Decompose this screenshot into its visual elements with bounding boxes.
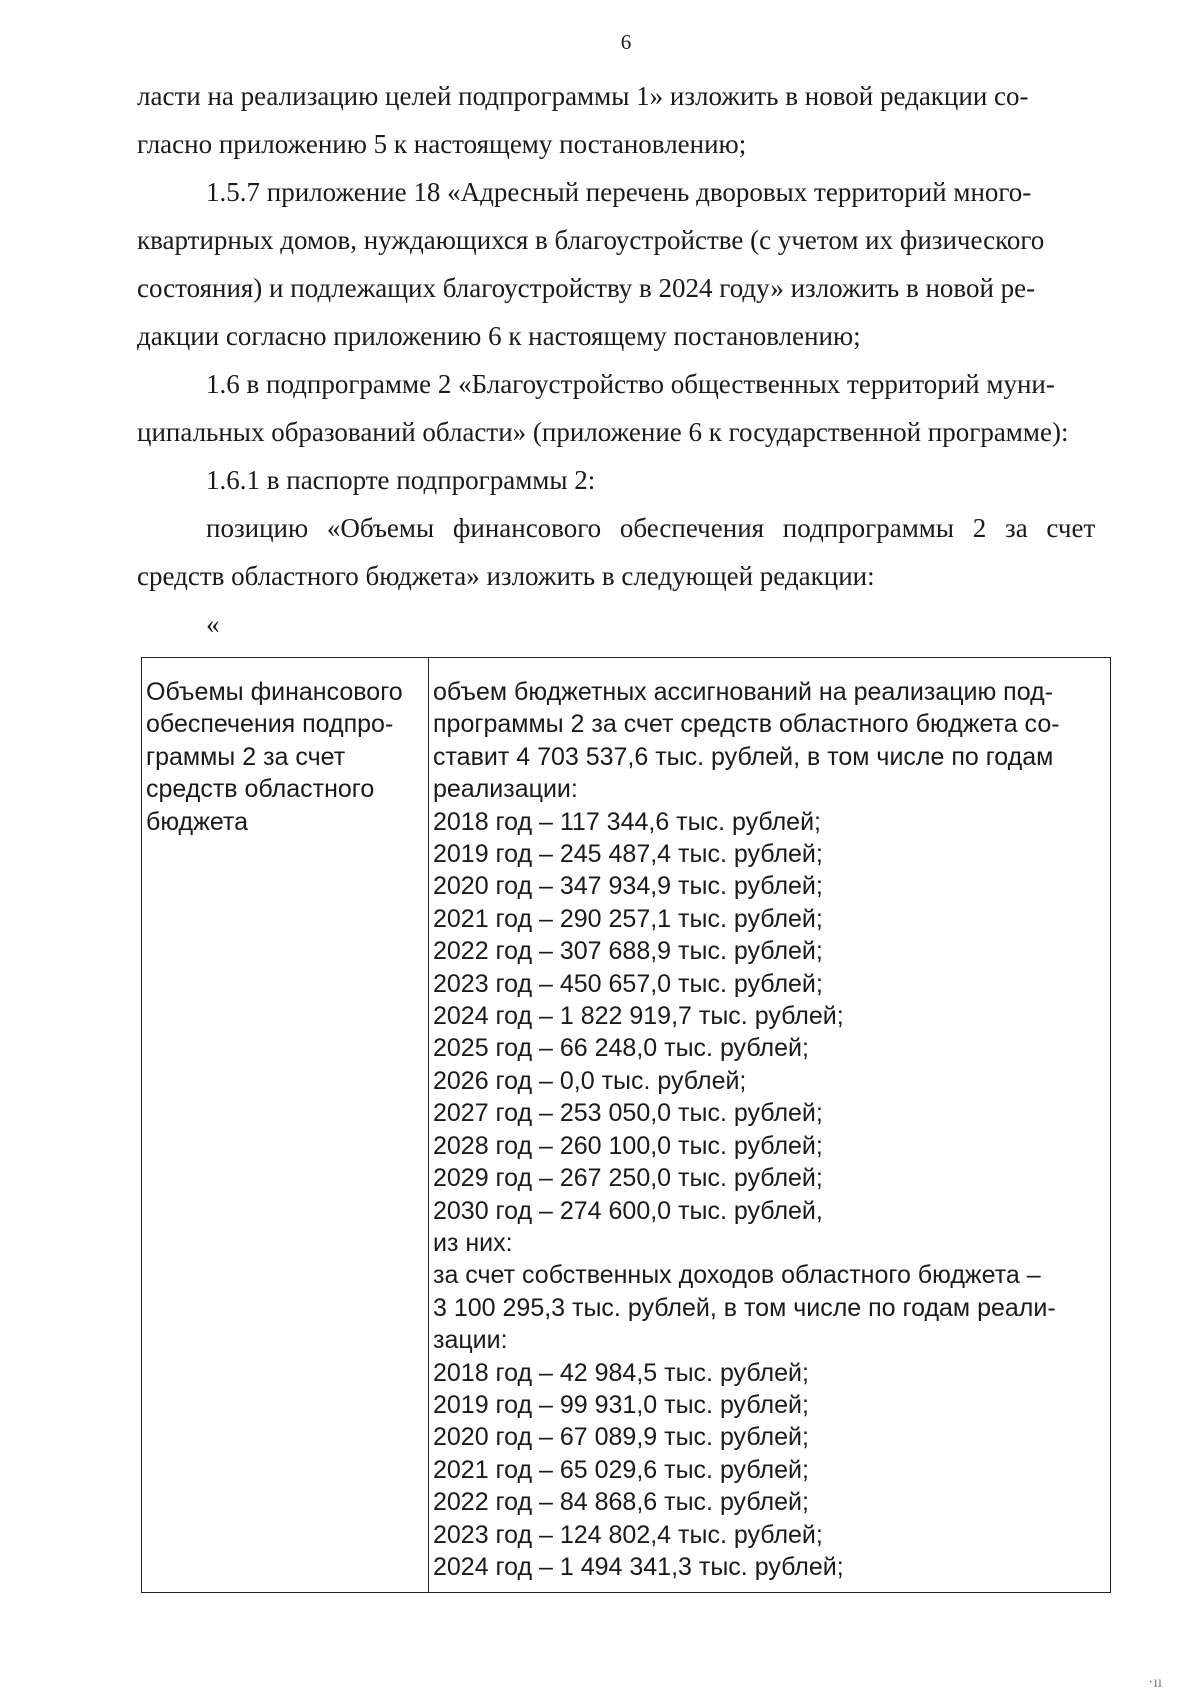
- cell-line: бюджета: [146, 807, 248, 836]
- cell-line: 2019 год – 245 487,4 тыс. рублей;: [433, 840, 823, 869]
- passport-table: [141, 657, 1111, 1593]
- cell-line: 2025 год – 66 248,0 тыс. рублей;: [433, 1034, 809, 1063]
- text-line: 1.6.1 в паспорте подпрограммы 2:: [206, 465, 596, 495]
- opening-quote: «: [206, 609, 220, 639]
- paragraph-4: [137, 456, 1125, 504]
- cell-line: ставит 4 703 537,6 тыс. рублей, в том числе по годам: [433, 742, 1054, 771]
- cell-line: 2023 год – 450 657,0 тыс. рублей;: [433, 969, 823, 998]
- table-cell-value: [429, 658, 1110, 1592]
- text-line: позицию «Объемы финансового обеспечения подпрограммы 2 за счет: [206, 513, 1096, 543]
- table-cell-header: [142, 658, 429, 1592]
- cell-line: обеспечения подпро-: [146, 710, 394, 739]
- text-line: ласти на реализацию целей подпрограммы 1» изложить в новой редакции со-: [137, 81, 1029, 111]
- cell-line: 2026 год – 0,0 тыс. рублей;: [433, 1066, 747, 1095]
- text-line: ципальных образований области» (приложение 6 к государственной программе):: [137, 417, 1069, 447]
- paragraph-1: [137, 72, 1125, 168]
- cell-line: 2022 год – 307 688,9 тыс. рублей;: [433, 937, 823, 966]
- cell-line: 2019 год – 99 931,0 тыс. рублей;: [433, 1390, 809, 1419]
- text-line: состояния) и подлежащих благоустройству в 2024 году» изложить в новой ре-: [137, 273, 1036, 303]
- paragraph-2: [137, 168, 1125, 216]
- cell-line: 2027 год – 253 050,0 тыс. рублей;: [433, 1099, 823, 1128]
- cell-line: 2029 год – 267 250,0 тыс. рублей;: [433, 1164, 823, 1193]
- cell-line: за счет собственных доходов областного бюджета –: [433, 1261, 1041, 1290]
- paragraph-3-cont: [137, 408, 1125, 456]
- cell-line: 2024 год – 1 822 919,7 тыс. рублей;: [433, 1002, 844, 1031]
- text-line: 1.6 в подпрограмме 2 «Благоустройство общественных территорий муни-: [206, 369, 1055, 399]
- cell-line: 2024 год – 1 494 341,3 тыс. рублей;: [433, 1552, 844, 1581]
- body-text: [137, 72, 1125, 648]
- cell-line: средств областного: [146, 775, 375, 804]
- cell-line: 2021 год – 65 029,6 тыс. рублей;: [433, 1455, 809, 1484]
- paragraph-3: [137, 360, 1125, 408]
- text-line: квартирных домов, нуждающихся в благоустройстве (с учетом их физического: [137, 225, 1045, 255]
- text-line: дакции согласно приложению 6 к настоящему постановлению;: [137, 321, 861, 351]
- text-line: 1.5.7 приложение 18 «Адресный перечень дворовых территорий много-: [206, 177, 1032, 207]
- cell-line: 2020 год – 347 934,9 тыс. рублей;: [433, 872, 823, 901]
- cell-line: программы 2 за счет средств областного бюджета со-: [433, 710, 1060, 739]
- page-number: 6: [620, 30, 632, 54]
- cell-line: 3 100 295,3 тыс. рублей, в том числе по годам реали-: [433, 1293, 1056, 1322]
- paragraph-5: [137, 504, 1125, 552]
- cell-line: 2028 год – 260 100,0 тыс. рублей;: [433, 1131, 823, 1160]
- cell-line: Объемы финансового: [146, 678, 403, 706]
- paragraph-2-cont: [137, 216, 1125, 360]
- cell-line: зации:: [433, 1326, 508, 1355]
- cell-line: граммы 2 за счет: [146, 742, 346, 771]
- text-line: средств областного бюджета» изложить в следующей редакции:: [137, 561, 875, 591]
- cell-line: 2023 год – 124 802,4 тыс. рублей;: [433, 1520, 823, 1549]
- cell-line: реализации:: [433, 775, 578, 804]
- cell-line: 2022 год – 84 868,6 тыс. рублей;: [433, 1488, 809, 1517]
- cell-line: из них:: [433, 1228, 513, 1257]
- cell-line: объем бюджетных ассигнований на реализацию под-: [433, 678, 1053, 706]
- paragraph-5-cont: [137, 552, 1125, 600]
- text-line: гласно приложению 5 к настоящему постановлению;: [137, 129, 747, 159]
- cell-line: 2030 год – 274 600,0 тыс. рублей,: [433, 1196, 823, 1225]
- cell-line: 2021 год – 290 257,1 тыс. рублей;: [433, 904, 823, 933]
- cell-line: 2018 год – 117 344,6 тыс. рублей;: [433, 807, 821, 836]
- scan-artifact: ·ıı: [1148, 1674, 1163, 1691]
- cell-line: 2020 год – 67 089,9 тыс. рублей;: [433, 1423, 809, 1452]
- cell-line: 2018 год – 42 984,5 тыс. рублей;: [433, 1358, 809, 1387]
